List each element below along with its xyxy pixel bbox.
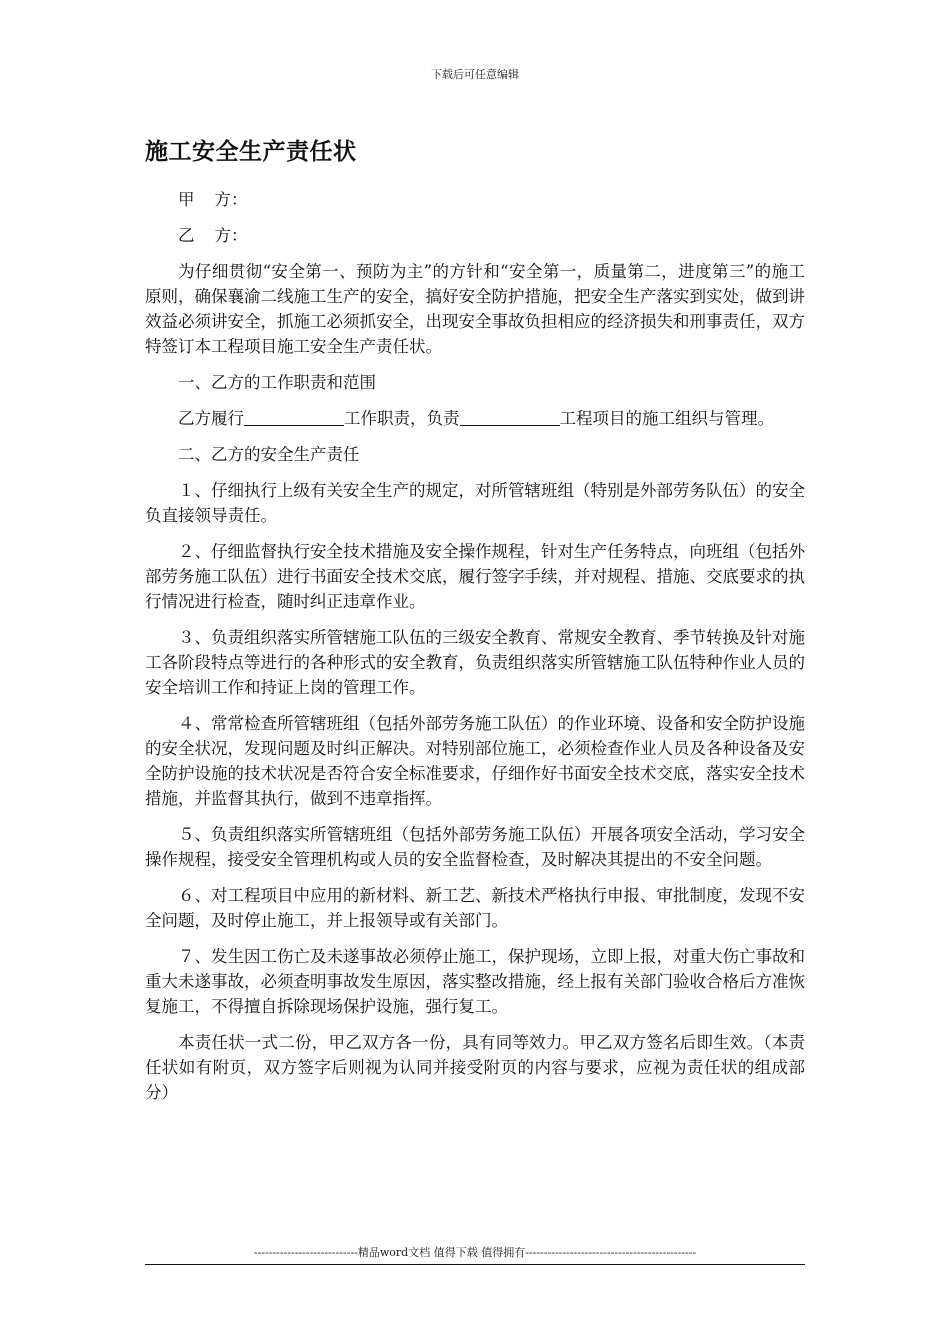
document-body (145, 187, 805, 1116)
section1-part3: 工程项目的施工组织与管理。 (559, 409, 774, 428)
party-a-label2: 方： (214, 190, 248, 209)
party-a-line (145, 187, 805, 212)
responsibility-item-5: ５、负责组织落实所管辖班组（包括外部劳务施工队伍）开展各项安全活动，学习安全操作规程，接受安全管理机构或人员的安全监督检查，及时解决其提出的不安全问题。 (145, 825, 805, 869)
duty-blank (244, 409, 344, 426)
responsibility-item-2: ２、仔细监督执行安全技术措施及安全操作规程，针对生产任务特点，向班组（包括外部劳务施工队伍）进行书面安全技术交底，履行签字手续，并对规程、措施、交底要求的执行情况进行检查，随时纠正违章作业。 (145, 542, 805, 611)
page-footer: ----------------------------精品word文档 值得下载 值得拥有---------------------------------------------- (253, 1246, 697, 1259)
section1-paragraph (145, 406, 805, 431)
section1-part2: 工作职责，负责 (344, 409, 460, 428)
responsibility-item-7: ７、发生因工伤亡及未遂事故必须停止施工，保护现场，立即上报，对重大伤亡事故和重大未遂事故，必须查明事故发生原因，落实整改措施，经上报有关部门验收合格后方准恢复施工，不得擅自拆除现场保护设施，强行复工。 (145, 947, 805, 1016)
responsibility-item-1: １、仔细执行上级有关安全生产的规定，对所管辖班组（特别是外部劳务队伍）的安全负直接领导责任。 (145, 481, 805, 525)
intro-paragraph: 为仔细贯彻“安全第一、预防为主”的方针和“安全第一，质量第二，进度第三”的施工原则，确保襄渝二线施工生产的安全，搞好安全防护措施，把安全生产落实到实处，做到讲效益必须讲安全，抓施工必须抓安全，出现安全事故负担相应的经济损失和刑事责任，双方特签订本工程项目施工安全生产责任状。 (145, 262, 805, 356)
document-title: 施工安全生产责任状 (145, 138, 357, 165)
party-b-line (145, 223, 805, 248)
project-blank (460, 409, 560, 426)
party-b-label2: 方： (214, 226, 248, 245)
footer-divider (145, 1264, 805, 1265)
party-a-label1: 甲 (178, 190, 195, 209)
section1-part1: 乙方履行 (178, 409, 244, 428)
page-header: 下载后可任意编辑 (431, 68, 519, 81)
responsibility-item-6: ６、对工程项目中应用的新材料、新工艺、新技术严格执行申报、审批制度，发现不安全问题，及时停止施工，并上报领导或有关部门。 (145, 886, 805, 930)
section1-heading: 一、乙方的工作职责和范围 (178, 373, 376, 392)
responsibility-item-4: ４、常常检查所管辖班组（包括外部劳务施工队伍）的作业环境、设备和安全防护设施的安全状况，发现问题及时纠正解决。对特别部位施工，必须检查作业人员及各种设备及安全防护设施的技术状况是否符合安全标准要求，仔细作好书面安全技术交底，落实安全技术措施，并监督其执行，做到不违章指挥。 (145, 714, 805, 808)
responsibility-item-3: ３、负责组织落实所管辖施工队伍的三级安全教育、常规安全教育、季节转换及针对施工各阶段特点等进行的各种形式的安全教育，负责组织落实所管辖施工队伍特种作业人员的安全培训工作和持证上岗的管理工作。 (145, 628, 805, 697)
party-b-label1: 乙 (178, 226, 195, 245)
closing-paragraph: 本责任状一式二份，甲乙双方各一份，具有同等效力。甲乙双方签名后即生效。（本责任状如有附页，双方签字后则视为认同并接受附页的内容与要求，应视为责任状的组成部分） (145, 1033, 805, 1102)
section2-heading: 二、乙方的安全生产责任 (178, 445, 360, 464)
